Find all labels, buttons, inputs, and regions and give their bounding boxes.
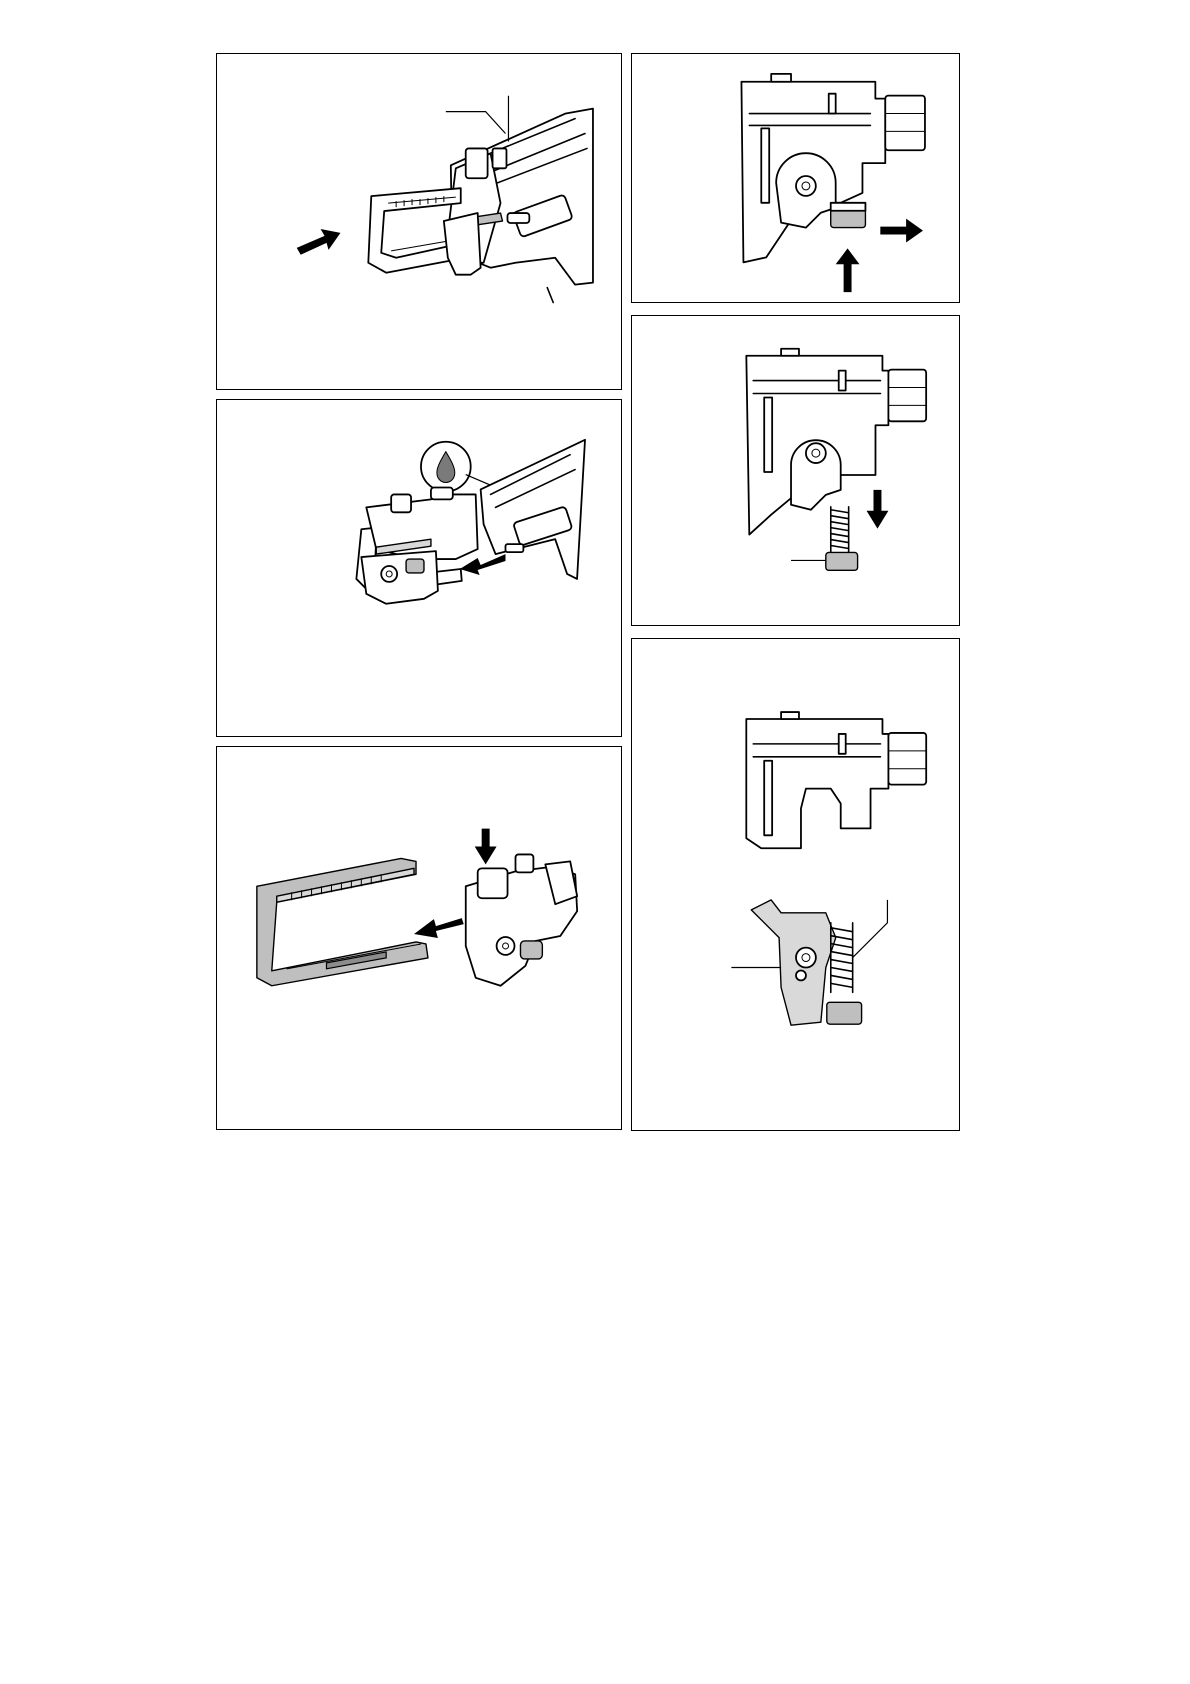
figure-panel-1 [216,53,622,390]
direction-arrow-icon [867,490,889,529]
spring [831,507,849,553]
figure-3-illustration [217,747,621,1129]
direction-arrow-icon [460,554,506,575]
oil-drop-icon [421,442,471,492]
figure-panel-6 [631,638,960,1131]
figure-1-illustration [217,54,621,389]
figure-4-illustration [632,54,959,302]
figure-panel-5 [631,315,960,626]
direction-arrow-icon [297,229,341,255]
figure-panel-3 [216,746,622,1130]
direction-arrow-icon [880,219,923,243]
figure-2-illustration [217,400,621,736]
direction-arrow-icon [836,248,860,292]
direction-arrow-icon [414,918,464,938]
figure-panel-2 [216,399,622,737]
direction-arrow-icon [475,829,497,865]
figure-5-illustration [632,316,959,625]
figure-panel-4 [631,53,960,303]
figure-6-illustration [632,639,959,1130]
